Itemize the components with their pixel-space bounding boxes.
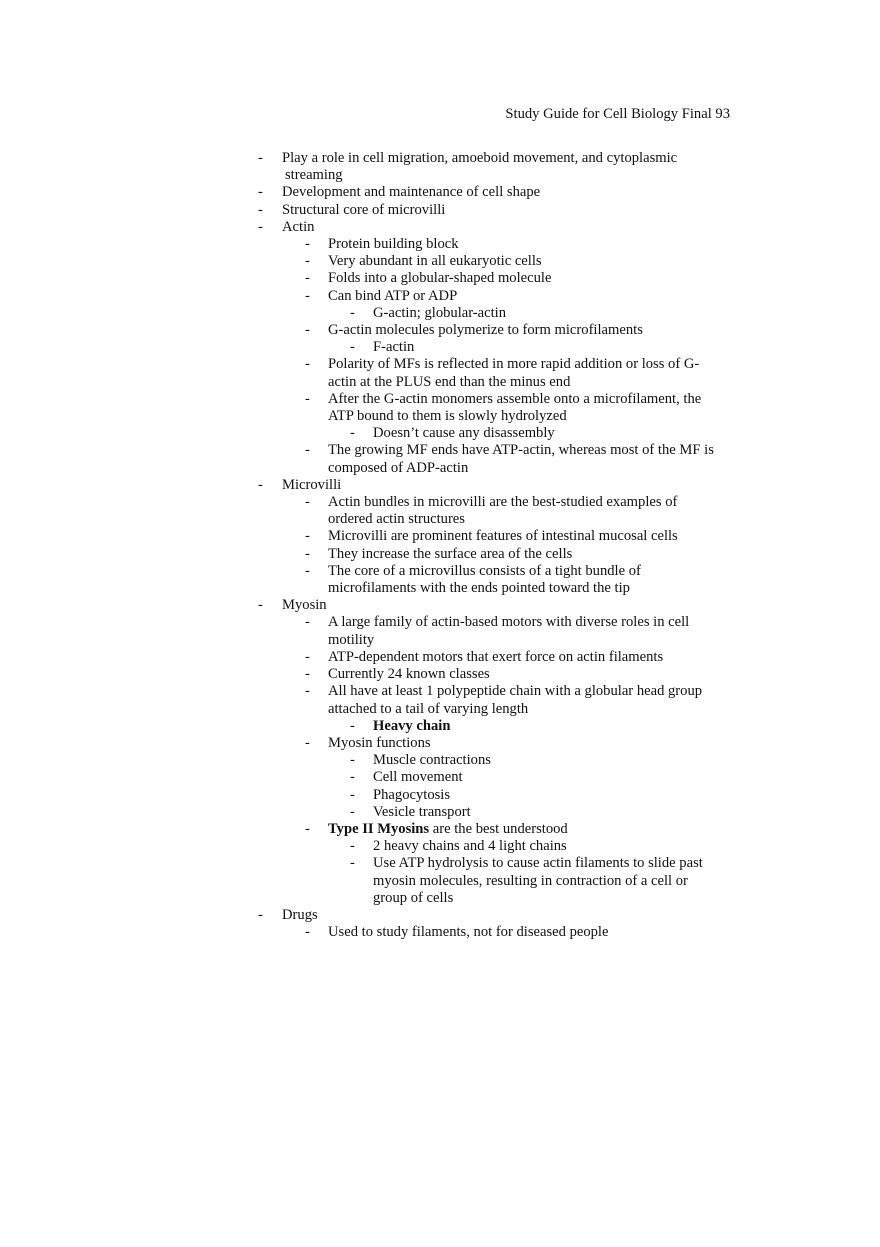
item-text-continued: attached to a tail of varying length bbox=[328, 700, 529, 717]
list-item bbox=[258, 150, 738, 184]
bullet-dash: - bbox=[258, 201, 263, 218]
bullet-dash: - bbox=[305, 614, 310, 631]
list-item bbox=[258, 855, 738, 907]
list-item bbox=[258, 339, 738, 356]
bullet-dash: - bbox=[305, 666, 310, 683]
list-item bbox=[258, 356, 738, 390]
item-text-continued: actin at the PLUS end than the minus end bbox=[328, 373, 571, 390]
item-text: After the G-actin monomers assemble onto a microfilament, the bbox=[328, 390, 702, 407]
bullet-dash: - bbox=[305, 494, 310, 511]
bullet-dash: - bbox=[305, 442, 310, 459]
bullet-dash: - bbox=[350, 838, 355, 855]
list-item bbox=[258, 528, 738, 545]
section-heading: Myosin bbox=[282, 597, 327, 614]
item-text-continued: motility bbox=[328, 631, 375, 648]
item-text: Vesicle transport bbox=[373, 803, 471, 820]
item-text: Use ATP hydrolysis to cause actin filaments to slide past bbox=[373, 855, 703, 872]
list-item bbox=[258, 563, 738, 597]
item-text: They increase the surface area of the cells bbox=[328, 545, 573, 562]
list-item bbox=[258, 494, 738, 528]
bullet-dash: - bbox=[305, 820, 310, 837]
item-text: F-actin bbox=[373, 339, 415, 356]
bullet-dash: - bbox=[305, 390, 310, 407]
bullet-dash: - bbox=[305, 545, 310, 562]
list-item bbox=[258, 202, 738, 219]
item-text-continued: ATP bound to them is slowly hydrolyzed bbox=[328, 408, 567, 425]
list-item bbox=[258, 666, 738, 683]
item-text: Very abundant in all eukaryotic cells bbox=[328, 253, 542, 270]
list-item bbox=[258, 649, 738, 666]
bullet-dash: - bbox=[305, 562, 310, 579]
bold-term: Type II Myosins bbox=[328, 820, 430, 837]
item-text: Cell movement bbox=[373, 769, 463, 786]
section-myosin bbox=[258, 597, 738, 614]
list-item bbox=[258, 924, 738, 941]
item-text: ATP-dependent motors that exert force on actin filaments bbox=[328, 648, 664, 665]
item-text-continued: myosin molecules, resulting in contraction of a cell or bbox=[373, 872, 688, 889]
bullet-dash: - bbox=[305, 356, 310, 373]
section-actin bbox=[258, 219, 738, 236]
bullet-dash: - bbox=[350, 769, 355, 786]
list-item bbox=[258, 735, 738, 752]
item-text-continued: composed of ADP-actin bbox=[328, 459, 469, 476]
item-text-continued: ordered actin structures bbox=[328, 511, 465, 528]
item-text: 2 heavy chains and 4 light chains bbox=[373, 838, 567, 855]
bullet-dash: - bbox=[305, 270, 310, 287]
list-item bbox=[258, 253, 738, 270]
item-text: The growing MF ends have ATP-actin, whereas most of the MF is bbox=[328, 442, 714, 459]
item-text-continued: group of cells bbox=[373, 889, 454, 906]
bullet-dash: - bbox=[305, 648, 310, 665]
list-item bbox=[258, 184, 738, 201]
list-item bbox=[258, 236, 738, 253]
list-item bbox=[258, 838, 738, 855]
bullet-dash: - bbox=[305, 236, 310, 253]
section-drugs bbox=[258, 907, 738, 924]
item-text: G-actin molecules polymerize to form microfilaments bbox=[328, 322, 643, 339]
bullet-dash: - bbox=[305, 287, 310, 304]
bullet-dash: - bbox=[350, 803, 355, 820]
bullet-dash: - bbox=[350, 425, 355, 442]
outline-list bbox=[258, 150, 738, 941]
item-text: are the best understood bbox=[429, 820, 568, 837]
bullet-dash: - bbox=[305, 253, 310, 270]
bullet-dash: - bbox=[258, 218, 263, 235]
list-item bbox=[258, 442, 738, 476]
bullet-dash: - bbox=[350, 752, 355, 769]
bullet-dash: - bbox=[258, 476, 263, 493]
item-text: Play a role in cell migration, amoeboid movement, and cytoplasmic bbox=[282, 150, 678, 166]
list-item bbox=[258, 821, 738, 838]
item-text-continued: microfilaments with the ends pointed toward the tip bbox=[328, 580, 630, 597]
bullet-dash: - bbox=[258, 184, 263, 201]
bold-term: Heavy chain bbox=[373, 717, 451, 734]
bullet-dash: - bbox=[258, 150, 263, 166]
list-item bbox=[258, 752, 738, 769]
list-item bbox=[258, 270, 738, 287]
list-item bbox=[258, 391, 738, 425]
item-text: Structural core of microvilli bbox=[282, 201, 446, 218]
list-item bbox=[258, 288, 738, 305]
bullet-dash: - bbox=[305, 734, 310, 751]
bullet-dash: - bbox=[258, 597, 263, 614]
item-text: Can bind ATP or ADP bbox=[328, 287, 458, 304]
item-text: Protein building block bbox=[328, 236, 459, 253]
list-item bbox=[258, 769, 738, 786]
section-heading: Microvilli bbox=[282, 476, 342, 493]
bullet-dash: - bbox=[305, 683, 310, 700]
list-item bbox=[258, 305, 738, 322]
bullet-dash: - bbox=[305, 924, 310, 941]
bullet-dash: - bbox=[350, 717, 355, 734]
item-text: Currently 24 known classes bbox=[328, 666, 490, 683]
item-text: G-actin; globular-actin bbox=[373, 304, 507, 321]
item-text: All have at least 1 polypeptide chain with a globular head group bbox=[328, 683, 703, 700]
bullet-dash: - bbox=[258, 906, 263, 923]
item-text: A large family of actin-based motors with diverse roles in cell bbox=[328, 614, 690, 631]
item-text: Myosin functions bbox=[328, 734, 431, 751]
list-item bbox=[258, 425, 738, 442]
item-text: Phagocytosis bbox=[373, 786, 451, 803]
section-heading: Drugs bbox=[282, 906, 318, 923]
page-header: Study Guide for Cell Biology Final 93 bbox=[505, 106, 730, 122]
item-text: Muscle contractions bbox=[373, 752, 491, 769]
bullet-dash: - bbox=[350, 304, 355, 321]
section-microvilli bbox=[258, 477, 738, 494]
item-text: Actin bundles in microvilli are the best-studied examples of bbox=[328, 494, 678, 511]
item-text: Development and maintenance of cell shape bbox=[282, 184, 541, 201]
bullet-dash: - bbox=[350, 786, 355, 803]
item-text: The core of a microvillus consists of a tight bundle of bbox=[328, 562, 641, 579]
list-item bbox=[258, 787, 738, 804]
item-text-continued: streaming bbox=[285, 167, 343, 184]
list-item bbox=[258, 546, 738, 563]
item-text: Polarity of MFs is reflected in more rapid addition or loss of G- bbox=[328, 356, 700, 373]
list-item bbox=[258, 683, 738, 717]
bullet-dash: - bbox=[305, 322, 310, 339]
item-text: Folds into a globular-shaped molecule bbox=[328, 270, 552, 287]
bullet-dash: - bbox=[350, 339, 355, 356]
list-item bbox=[258, 614, 738, 648]
bullet-dash: - bbox=[305, 528, 310, 545]
section-heading: Actin bbox=[282, 218, 315, 235]
bullet-dash: - bbox=[350, 855, 355, 872]
list-item bbox=[258, 804, 738, 821]
list-item bbox=[258, 718, 738, 735]
list-item bbox=[258, 322, 738, 339]
item-text: Doesn’t cause any disassembly bbox=[373, 425, 555, 442]
item-text: Used to study filaments, not for diseased people bbox=[328, 924, 609, 941]
item-text: Microvilli are prominent features of intestinal mucosal cells bbox=[328, 528, 678, 545]
